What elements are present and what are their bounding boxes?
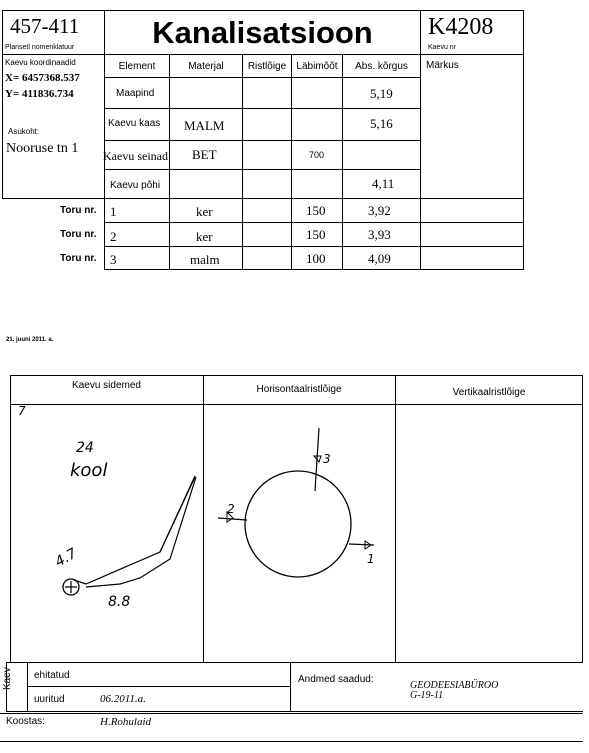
map-sheet-label: Plansetl nomenklatuur — [5, 44, 75, 51]
col-title-connections: Kaevu sidemed — [72, 380, 141, 391]
row-box-2e — [342, 140, 421, 170]
col-title-vertical: Vertikaalristlõige — [452, 387, 526, 398]
compiled-label: Koostas: — [6, 716, 45, 727]
built-label: ehitatud — [34, 670, 70, 681]
pipe-abs: 3,93 — [368, 227, 391, 242]
compiled-bottom-line — [0, 741, 583, 742]
row-box-2c — [242, 140, 292, 170]
pipe-material: ker — [196, 204, 213, 219]
row-box-1d — [291, 108, 343, 141]
surveyed-label: uuritud — [34, 694, 65, 705]
drawing-divider-2 — [395, 375, 396, 663]
footer-divider-c — [290, 662, 291, 712]
row-material: MALM — [184, 118, 225, 133]
col-header-remarks: Märkus — [426, 60, 459, 71]
row-box-3d — [291, 169, 343, 199]
row-element: Kaevu põhi — [110, 180, 161, 191]
map-sheet-number: 457-411 — [10, 14, 80, 38]
col-title-horizontal: Horisontaalristlõige — [256, 384, 342, 395]
row-box-3c — [242, 169, 292, 199]
row-diameter: 700 — [309, 150, 325, 160]
ref-text-2: kool — [70, 460, 108, 481]
pipe-material: ker — [196, 229, 213, 244]
pipe-col-divider-a — [104, 198, 105, 270]
data-from-value-2: G-19-11 — [410, 690, 444, 701]
pipe-label: Toru nr. — [60, 205, 97, 216]
row-box-0d — [291, 77, 343, 109]
pipe-diameter: 150 — [306, 203, 326, 218]
well-number-label: Kaevu nr — [428, 44, 457, 51]
row-abs: 5,16 — [370, 116, 393, 131]
col-header-abs: Abs. kõrgus — [342, 54, 421, 78]
pipe-col-divider-e — [342, 198, 343, 270]
page-title: Kanalisatsioon — [152, 14, 373, 50]
connections-sketch — [10, 404, 203, 663]
row-box-1c — [242, 108, 292, 141]
pipe-row-divider-1 — [104, 222, 524, 223]
footer-divider-a — [27, 662, 28, 712]
pipe-col-divider-f — [420, 198, 421, 270]
pipe-diameter: 150 — [306, 227, 326, 242]
row-element: Maapind — [116, 88, 155, 99]
data-from-label: Andmed saadud: — [298, 674, 374, 685]
footer-divider-b — [27, 686, 290, 687]
horizontal-section-sketch — [203, 404, 395, 663]
row-element: Kaevu kaas — [108, 118, 161, 129]
row-box-0c — [242, 77, 292, 109]
pipe-number: 1 — [110, 204, 117, 219]
pipe-col-divider-c — [242, 198, 243, 270]
location-value: Nooruse tn 1 — [6, 141, 79, 156]
row-box-0b — [169, 77, 243, 109]
col-header-diameter: Läbimõõt — [291, 54, 343, 78]
remarks-column — [420, 54, 524, 199]
well-number: K4208 — [428, 14, 494, 40]
distance-2: 8.8 — [108, 594, 131, 610]
coordinate-y: Y= 411836.734 — [5, 88, 74, 100]
row-material: BET — [192, 147, 217, 162]
pipe-col-divider-d — [291, 198, 292, 270]
compiled-value: H.Rohulaid — [100, 716, 152, 728]
pipe-label-3: 3 — [323, 452, 331, 466]
ref-text-1: 24 — [76, 440, 94, 456]
pipe-label-2: 2 — [227, 502, 235, 516]
pipe-abs: 4,09 — [368, 251, 391, 266]
kaev-label: Kaev — [2, 667, 13, 690]
col-header-material: Materjal — [169, 54, 243, 78]
pipe-number: 2 — [110, 229, 117, 244]
north-mark: 7 — [18, 404, 26, 418]
coordinates-label: Kaevu koordinaadid — [5, 58, 76, 67]
row-box-3b — [169, 169, 243, 199]
pipe-row-divider-2 — [104, 246, 524, 247]
coordinate-x: X= 6457368.537 — [5, 72, 80, 84]
survey-date: 21. juuni 2011. a. — [6, 337, 54, 343]
col-header-section: Ristlõige — [242, 54, 292, 78]
location-label: Asukoht: — [8, 127, 40, 136]
pipe-label-1: 1 — [367, 552, 375, 566]
row-element: Kaevu seinad — [103, 149, 168, 163]
row-abs: 5,19 — [370, 86, 393, 101]
pipe-diameter: 100 — [306, 251, 326, 266]
pipe-material: malm — [190, 252, 220, 267]
pipe-label: Toru nr. — [60, 229, 97, 240]
pipe-col-divider-b — [169, 198, 170, 270]
row-abs: 4,11 — [372, 176, 395, 191]
distance-1: 4.7 — [52, 545, 80, 571]
data-from-value-1: GEODEESIABÜROO — [410, 680, 499, 691]
pipe-abs: 3,92 — [368, 203, 391, 218]
col-header-element: Element — [104, 54, 170, 78]
pipe-label: Toru nr. — [60, 253, 97, 264]
compiled-top-line — [0, 713, 583, 714]
surveyed-value: 06.2011.a. — [100, 693, 146, 705]
pipe-number: 3 — [110, 252, 117, 267]
